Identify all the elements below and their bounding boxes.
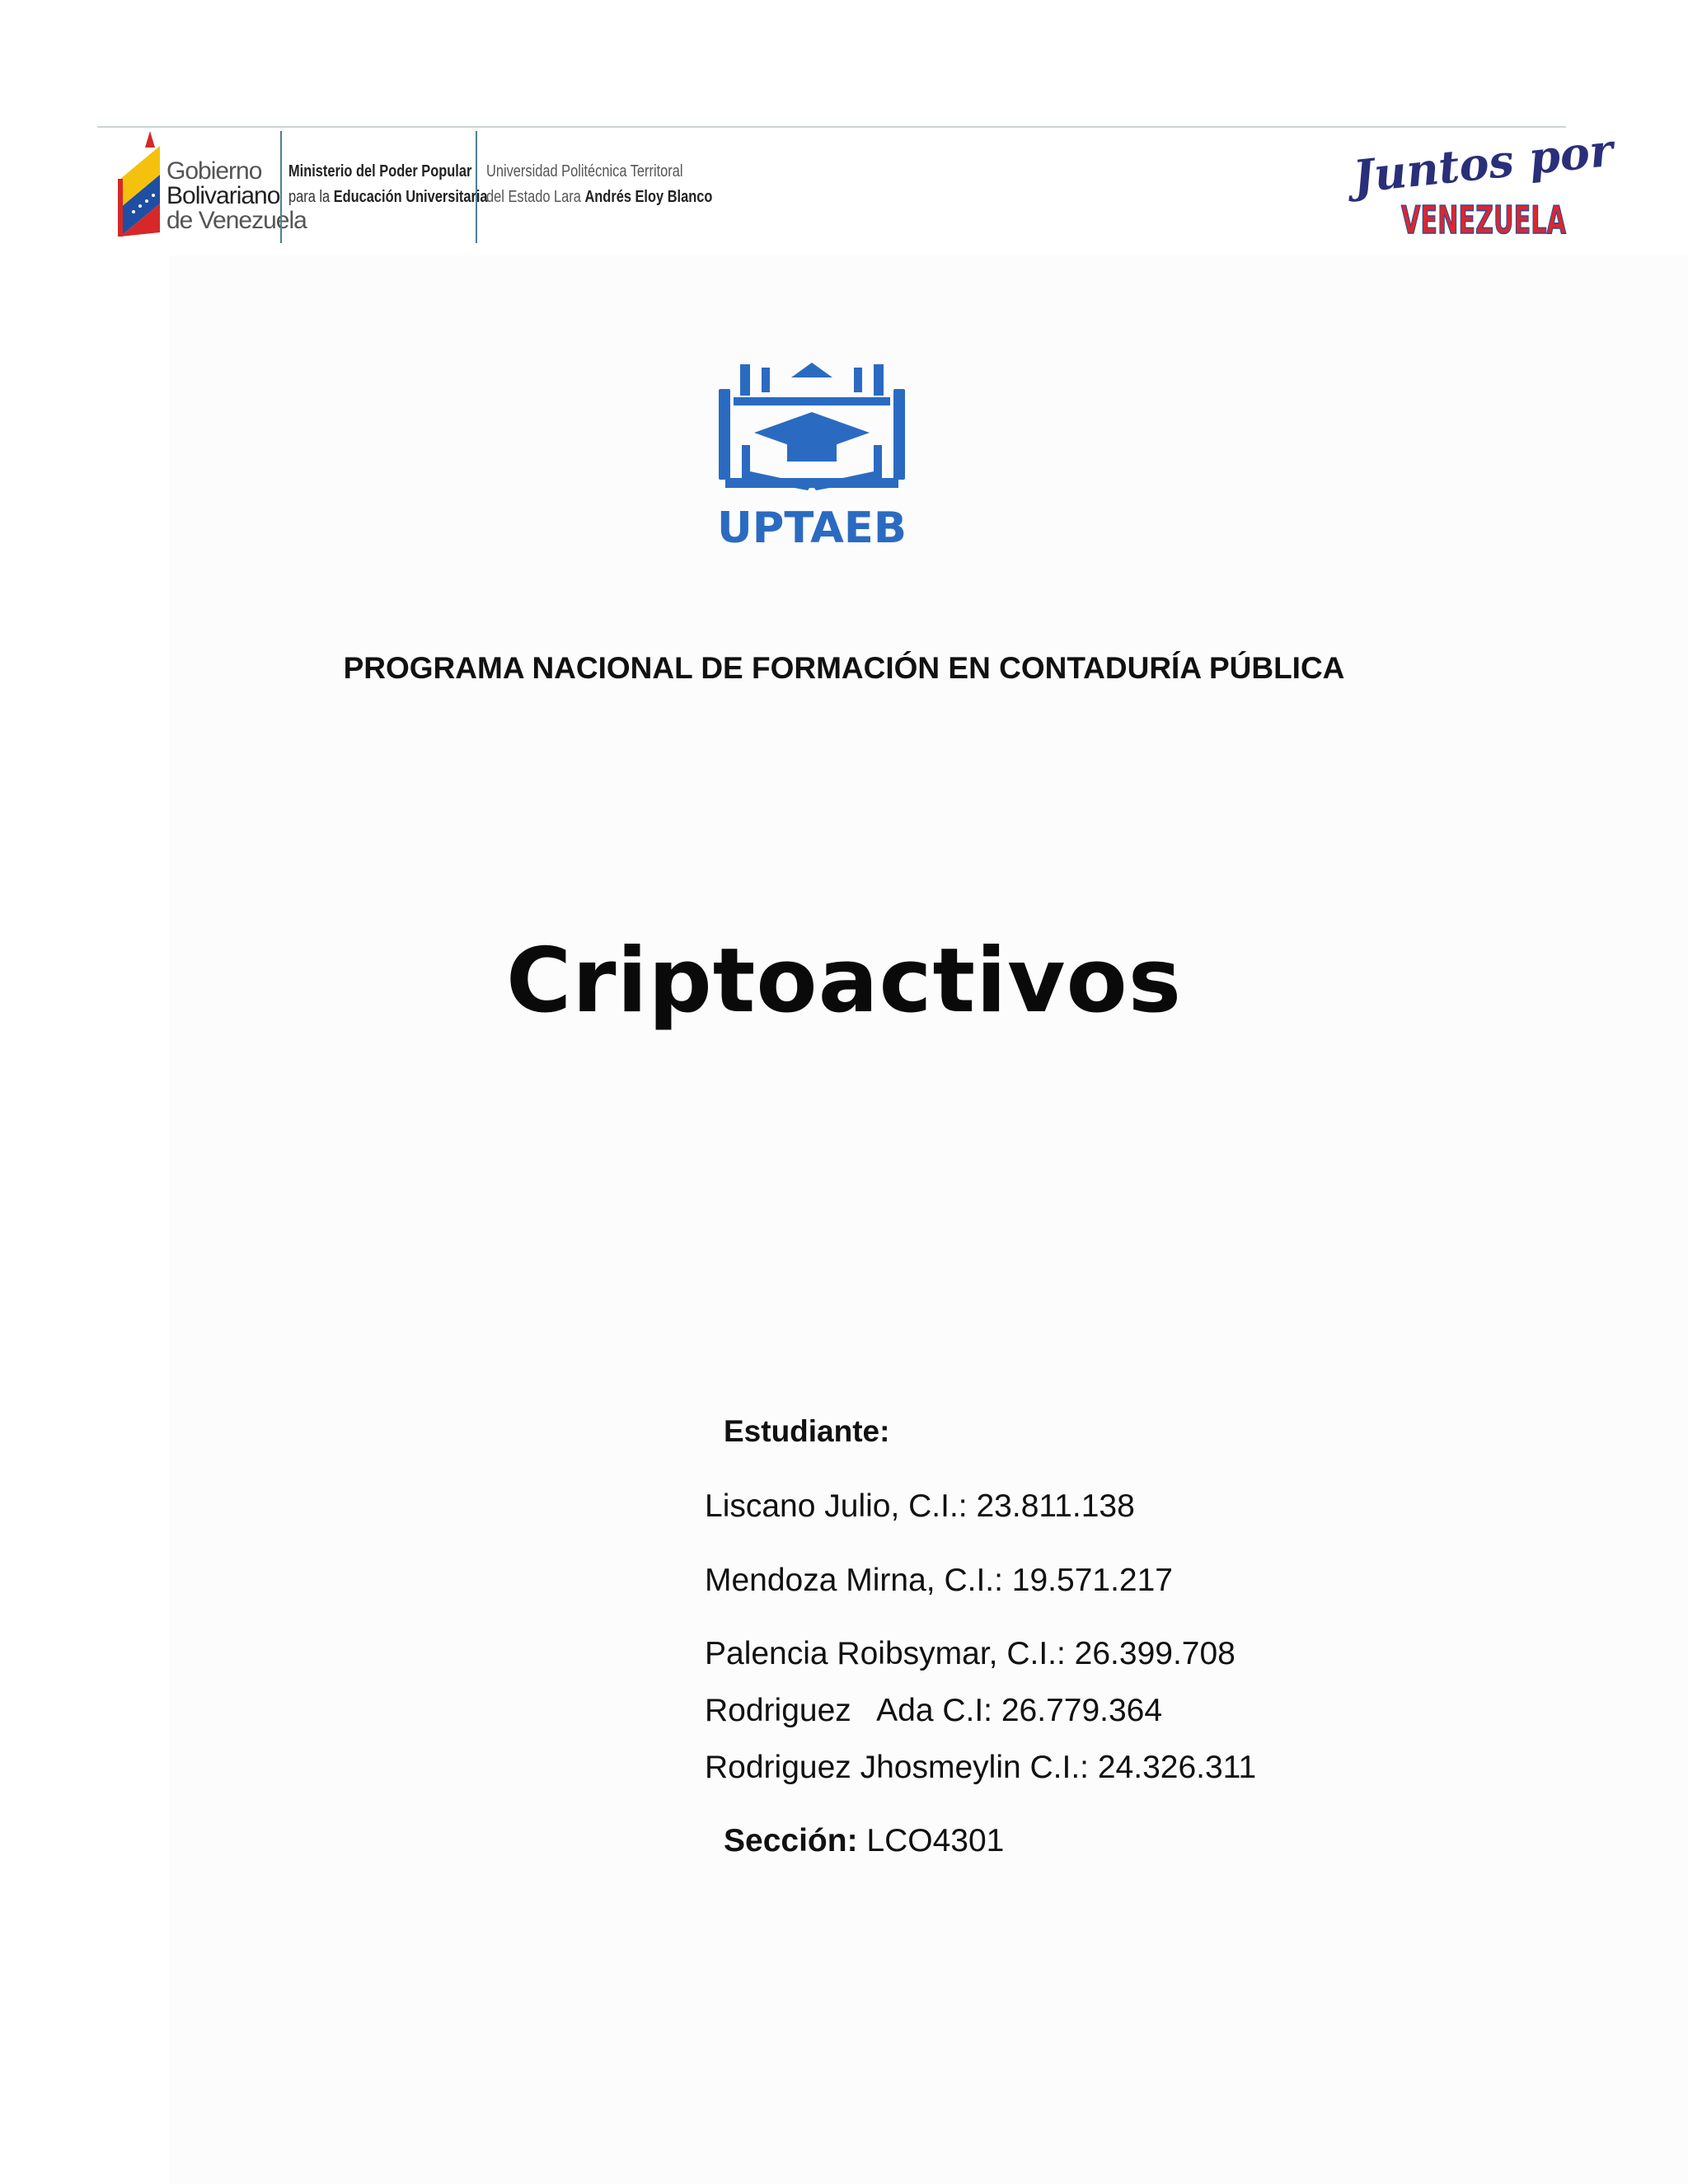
student-line: Mendoza Mirna, C.I.: 19.571.217: [705, 1563, 1173, 1598]
universidad-logo-text: [486, 159, 712, 210]
universidad-line-2-bold: Andrés Eloy Blanco: [584, 188, 713, 206]
document-title: Criptoactivos: [505, 930, 1183, 1033]
section-value: LCO4301: [857, 1823, 1005, 1858]
student-line: Palencia Roibsymar, C.I.: 26.399.708: [705, 1636, 1236, 1671]
universidad-line-2: [486, 185, 712, 210]
uptaeb-logo-text: UPTAEB: [717, 504, 907, 553]
universidad-line-1: Universidad Politécnica Territoral: [486, 162, 683, 180]
gobierno-line-2: Bolivariano: [166, 182, 280, 209]
venezuela-flag-icon: [117, 129, 163, 237]
header-divider: [280, 131, 282, 243]
header-divider: [476, 131, 477, 243]
gobierno-line-3: de Venezuela: [166, 207, 307, 234]
ministerio-line-2-prefix: para la: [288, 188, 334, 206]
juntos-por-venezuela-logo: [1350, 123, 1615, 243]
student-line: Liscano Julio, C.I.: 23.811.138: [705, 1488, 1135, 1524]
student-line: Rodriguez Jhosmeylin C.I.: 24.326.311: [705, 1750, 1257, 1785]
program-title: PROGRAMA NACIONAL DE FORMACIÓN EN CONTADURÍA PÚBLICA: [343, 651, 1345, 685]
students-label: Estudiante:: [724, 1414, 890, 1448]
ministerio-logo-text: [288, 159, 488, 210]
section-line: [724, 1823, 1004, 1859]
page-background: [169, 255, 1688, 2184]
gobierno-bolivariano-logo-text: [166, 159, 307, 233]
gobierno-line-1: Gobierno: [166, 157, 262, 185]
ministerio-line-1: Ministerio del Poder Popular: [288, 162, 472, 180]
ministerio-line-2-bold: Educación Universitaria: [333, 188, 488, 206]
institutional-header: [115, 123, 1615, 243]
student-line: Rodriguez Ada C.I: 26.779.364: [705, 1693, 1163, 1728]
uptaeb-logo: [709, 354, 915, 552]
juntos-logo-top-text: Juntos por: [1350, 123, 1615, 204]
section-label: Sección:: [724, 1823, 858, 1858]
juntos-logo-bottom-text: VENEZUELA: [1401, 198, 1567, 242]
universidad-line-2-prefix: del Estado Lara: [486, 188, 585, 206]
ministerio-line-2: [288, 185, 488, 210]
